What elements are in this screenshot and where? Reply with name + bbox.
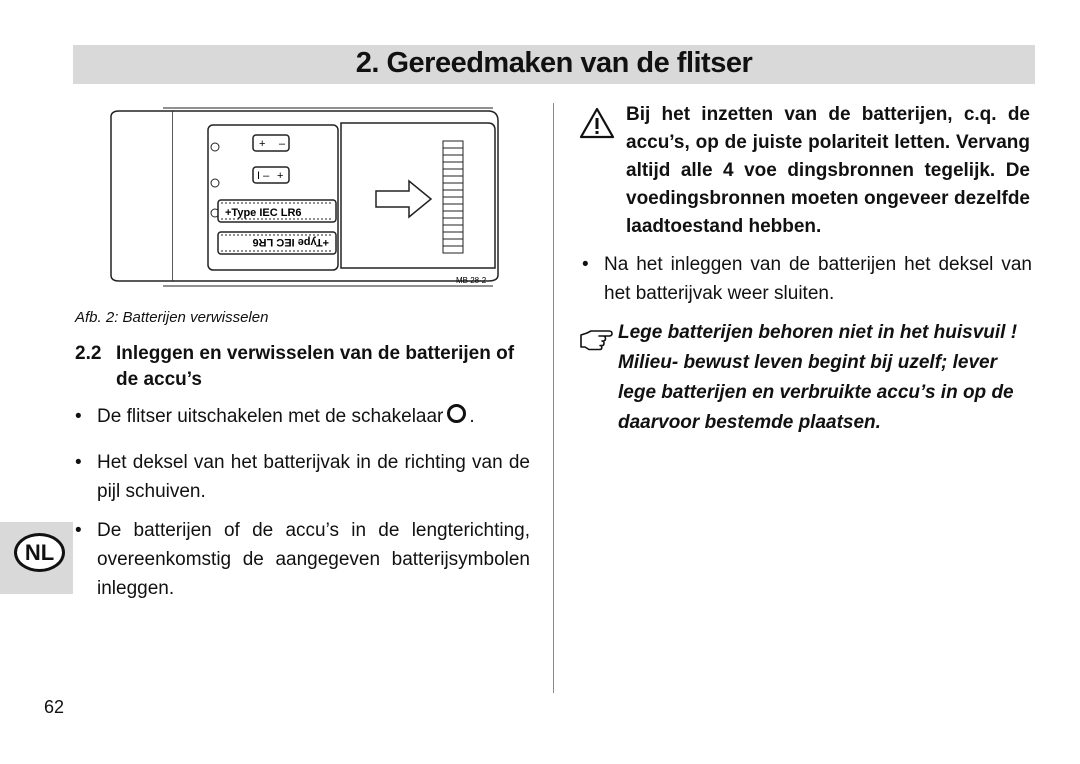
chapter-header (73, 45, 1035, 84)
svg-text:+: + (259, 138, 266, 150)
pointing-hand-icon (579, 323, 615, 351)
list-item (75, 448, 530, 506)
bullet-marker: • (75, 520, 82, 541)
list-item-text: De flitser uitschakelen met de schakelaar (97, 406, 444, 427)
list-item (75, 516, 530, 603)
page-number: 62 (44, 697, 65, 717)
list-item-text-end: . (469, 406, 475, 427)
figure-caption: Afb. 2: Batterijen verwisselen (75, 309, 269, 326)
list-item-text: Na het inleggen van de batterijen het deksel van het batterijvak weer sluiten. (604, 254, 1032, 304)
list-item-text: Het deksel van het batterijvak in de richting van de pijl schuiven. (97, 452, 530, 502)
section-number: 2.2 (75, 343, 102, 364)
chapter-title: 2. Gereedmaken van de flitser (355, 47, 753, 79)
warning-icon (579, 107, 615, 139)
list-item (582, 250, 1032, 308)
section-heading (75, 341, 535, 393)
svg-text:–: – (279, 138, 286, 150)
list-item (75, 402, 530, 431)
svg-text:I –: I – (257, 170, 270, 182)
list-item-text: De batterijen of de accu’s in de lengterichting, overeenkomstig de aangegeven batterijsymbolen inleggen. (97, 520, 530, 599)
section-title: Inleggen en verwisselen van de batterijen of de accu’s (116, 343, 515, 390)
switch-off-icon (447, 404, 466, 423)
bullet-marker: • (75, 406, 82, 427)
column-divider (553, 103, 554, 693)
figure-code: MB 28-2 (456, 276, 487, 285)
bullet-marker: • (75, 452, 82, 473)
language-badge: NL (14, 533, 65, 572)
svg-text:+: + (277, 170, 284, 182)
warning-text: Bij het inzetten van de batterijen, c.q. de accu’s, op de juiste polariteit letten. Vervang altijd alle 4 voe dingsbronnen tegelijk. De voedingsbronnen moeten ongeveer dezelfde laadtoestand hebben. (626, 104, 1030, 237)
battery-label-bottom: +Type IEC LR6 (252, 236, 329, 248)
environment-note: Lege batterijen behoren niet in het huisvuil ! Milieu- bewust leven begint bij uzelf; lever lege batterijen en verbruikte accu’s in op de daarvoor bestemde plaatsen. (618, 322, 1018, 433)
battery-label-top: +Type IEC LR6 (225, 207, 302, 219)
bullet-marker: • (582, 254, 589, 275)
battery-compartment-illustration (103, 103, 503, 303)
